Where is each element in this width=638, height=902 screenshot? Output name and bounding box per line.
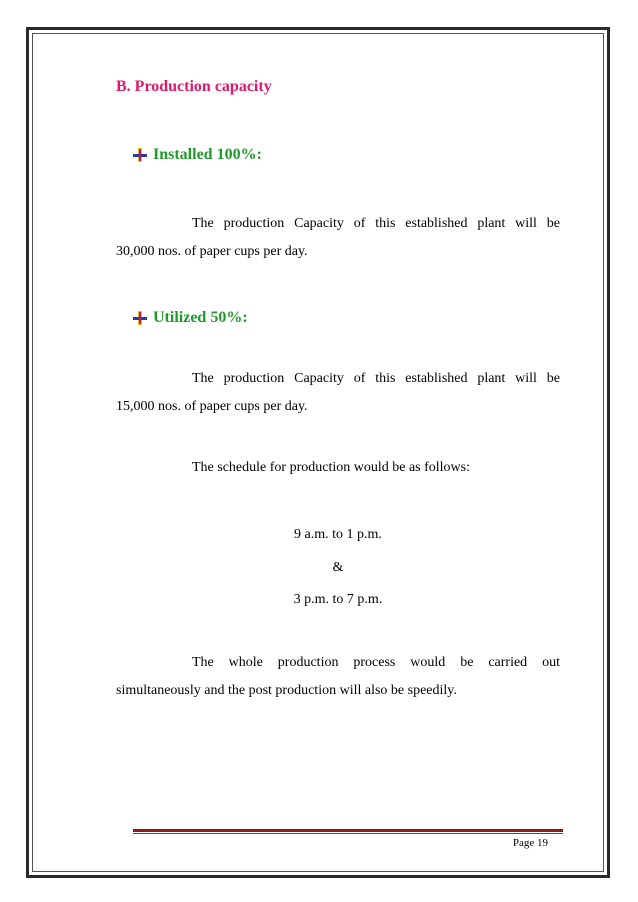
utilized-heading — [132, 309, 248, 327]
closing-line-2: simultaneously and the post production will also be speedily. — [116, 683, 457, 698]
installed-line-1: The production Capacity of this established plant will be — [192, 216, 560, 231]
schedule-slot-1: 9 a.m. to 1 p.m. — [294, 527, 382, 542]
installed-heading-text: Installed 100%: — [153, 146, 262, 163]
schedule-slot-2: 3 p.m. to 7 p.m. — [293, 592, 383, 607]
closing-line-1: The whole production process would be carried out — [192, 655, 560, 670]
page-number: Page 19 — [512, 837, 548, 849]
section-title: B. Production capacity — [116, 78, 272, 95]
installed-heading — [132, 146, 262, 164]
schedule-intro-text: The schedule for production would be as follows: — [192, 460, 470, 475]
schedule-intro — [116, 454, 560, 482]
utilized-heading-text: Utilized 50%: — [153, 309, 248, 326]
utilized-line-2: 15,000 nos. of paper cups per day. — [116, 399, 308, 414]
bullet-cross-icon — [132, 147, 148, 163]
footer-rule — [133, 829, 563, 832]
installed-line-2: 30,000 nos. of paper cups per day. — [116, 244, 308, 259]
footer-rule-accent — [133, 833, 563, 834]
installed-paragraph — [116, 210, 560, 266]
bullet-cross-icon — [132, 310, 148, 326]
closing-paragraph — [116, 649, 560, 705]
utilized-line-1: The production Capacity of this established plant will be — [192, 371, 560, 386]
utilized-paragraph — [116, 365, 560, 421]
schedule-joiner: & — [332, 560, 344, 575]
